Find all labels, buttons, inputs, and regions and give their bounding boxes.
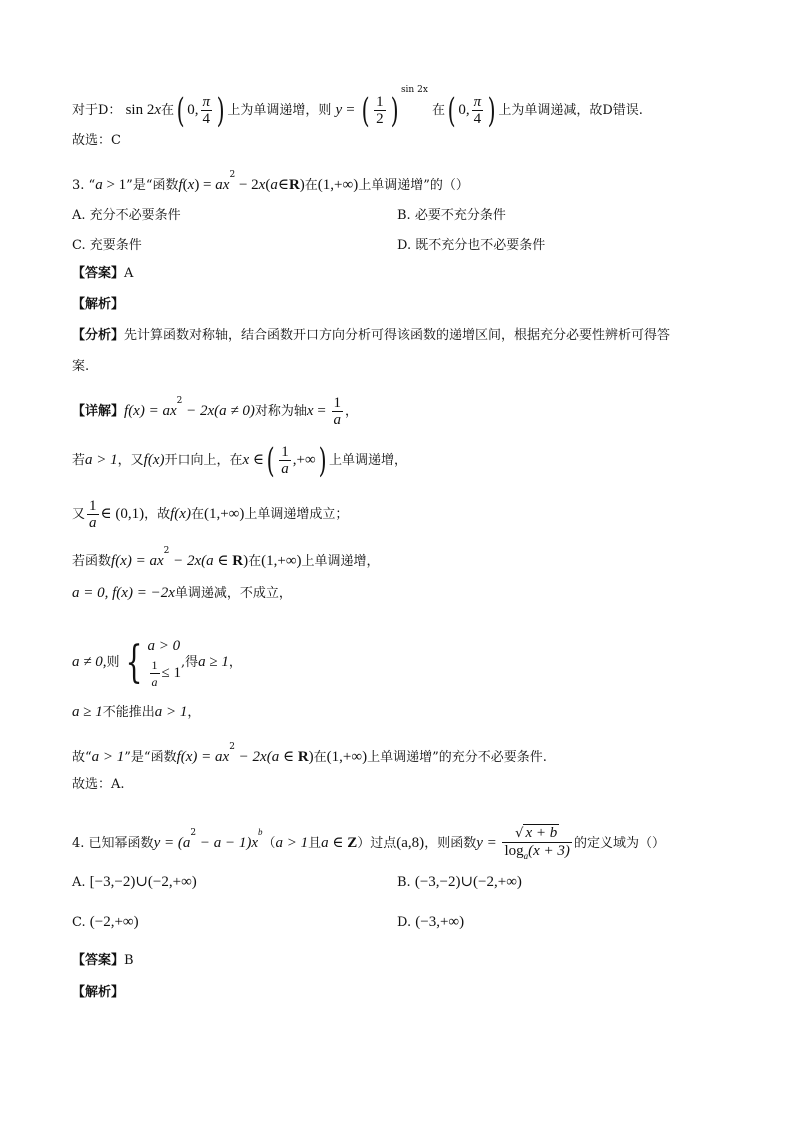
right-paren: ) xyxy=(487,90,496,131)
math: = xyxy=(313,403,330,419)
text: 上单调递增”的充分不必要条件. xyxy=(367,750,547,765)
math: ax xyxy=(215,177,230,193)
math: = xyxy=(346,102,355,118)
text: 且 xyxy=(308,836,322,851)
math: f xyxy=(143,452,148,468)
math: a > 1 xyxy=(275,835,309,851)
math: (1,+∞) xyxy=(203,506,245,522)
answer-value: B xyxy=(124,953,134,968)
option-value: [−3,−2)∪(−2,+∞) xyxy=(89,874,197,890)
detail-step-2 xyxy=(72,498,348,531)
line-option-d-analysis xyxy=(72,80,643,131)
option-text: D. 既不充分也不必要条件 xyxy=(397,238,546,253)
fraction xyxy=(150,657,160,690)
numerator: 1 xyxy=(151,658,158,672)
option-b[interactable] xyxy=(397,204,506,223)
text: ”是“函数 xyxy=(124,750,177,765)
math: ) xyxy=(308,749,314,765)
text: ）过点 xyxy=(357,836,397,851)
fraction xyxy=(374,94,386,127)
option-text: A. 充分不必要条件 xyxy=(72,208,181,223)
math: a ≠ 0, xyxy=(72,654,107,670)
math: x xyxy=(154,102,162,118)
denominator: a xyxy=(89,515,97,531)
denominator: a xyxy=(281,461,289,477)
text: ， xyxy=(187,705,201,720)
math: − a − 1)x xyxy=(196,835,258,851)
option-d[interactable] xyxy=(397,234,545,253)
option-c[interactable] xyxy=(72,914,139,931)
exponent: 2 xyxy=(176,396,183,406)
math: x xyxy=(258,177,266,193)
left-paren: ( xyxy=(361,90,370,131)
math: a xyxy=(270,177,278,193)
question-4 xyxy=(72,822,665,864)
right-paren: ) xyxy=(318,440,327,481)
math: y xyxy=(335,102,343,118)
detail-step-4 xyxy=(72,583,292,604)
math: x xyxy=(306,403,314,419)
left-paren: ( xyxy=(266,440,275,481)
option-value: (−3,+∞) xyxy=(415,914,465,930)
math: ) xyxy=(299,177,305,193)
fraction xyxy=(201,94,213,127)
math: − 2x(a ≠ 0) xyxy=(182,403,255,419)
math: y = xyxy=(476,835,501,851)
text: 上单调递增， xyxy=(301,554,380,569)
math: f xyxy=(124,403,129,419)
math: ,+∞ xyxy=(292,452,316,468)
math: > 1 xyxy=(102,177,127,193)
text: 在 xyxy=(248,554,262,569)
denominator: 4 xyxy=(473,111,482,127)
text: 故选：A. xyxy=(72,777,125,792)
text: 则 xyxy=(106,655,120,670)
answer-tag: 【答案】 xyxy=(72,266,125,281)
text: 的定义域为（） xyxy=(573,836,665,851)
denominator: 4 xyxy=(202,111,211,127)
math: (x) = −2x xyxy=(116,585,175,601)
subscript: a xyxy=(523,850,529,861)
text: 又 xyxy=(72,507,86,522)
denominator: a xyxy=(151,675,158,689)
math: a = 0, f xyxy=(72,585,117,601)
math: − 2x(a ∈ xyxy=(234,749,298,765)
option-value: (−3,−2)∪(−2,+∞) xyxy=(414,874,522,890)
answer-line xyxy=(72,264,133,284)
detail-step-3 xyxy=(72,541,380,572)
math: ) xyxy=(243,553,249,569)
numerator: 1 xyxy=(281,444,289,460)
math: sin 2 xyxy=(125,102,155,118)
text: 开口向上，在 xyxy=(164,453,243,468)
text: 在 xyxy=(190,507,204,522)
text: ， xyxy=(345,404,359,419)
math: (x) = ax xyxy=(115,553,164,569)
text: 案. xyxy=(72,359,90,374)
text: ,得 xyxy=(180,655,199,670)
question-3 xyxy=(72,165,469,196)
math: (x) xyxy=(174,506,191,522)
math: f xyxy=(178,177,183,193)
answer-value: A xyxy=(124,266,134,281)
text: ”是“函数 xyxy=(126,178,179,193)
math: (x) = ax xyxy=(180,749,230,765)
text: 在 xyxy=(432,103,446,118)
math: a xyxy=(95,177,103,193)
math: x ∈ xyxy=(242,452,265,468)
math: ≤ 1 xyxy=(161,665,181,681)
system-row-2 xyxy=(148,657,181,690)
option-d[interactable] xyxy=(397,914,464,931)
text: ，故 xyxy=(144,507,171,522)
text: ，又 xyxy=(117,453,144,468)
fraction xyxy=(332,395,344,428)
math: a > 1 xyxy=(154,704,188,720)
math: a > 1 xyxy=(91,749,125,765)
radicand: x + b xyxy=(525,824,558,841)
math: R xyxy=(297,749,309,765)
fraction xyxy=(472,94,484,127)
exponent: sin 2x xyxy=(400,85,428,95)
math: log xyxy=(504,842,524,859)
option-a[interactable] xyxy=(72,872,197,891)
numerator: 1 xyxy=(89,498,97,514)
math: Z xyxy=(347,835,358,851)
math: 0, xyxy=(187,102,199,118)
text: 不能推出 xyxy=(102,705,155,720)
right-paren: ) xyxy=(390,90,399,131)
exponent: 2 xyxy=(229,170,236,180)
left-paren: ( xyxy=(447,90,456,131)
option-b[interactable] xyxy=(397,872,522,891)
numerator: 1 xyxy=(333,395,342,411)
option-label: A. xyxy=(72,875,86,890)
answer-choice-line-2 xyxy=(72,775,125,795)
math: R xyxy=(288,177,300,193)
math: (x) = ax xyxy=(128,403,177,419)
text: 上单调递增成立； xyxy=(244,507,349,522)
option-a[interactable] xyxy=(72,204,181,223)
option-value: (−2,+∞) xyxy=(89,914,139,930)
text: “ xyxy=(88,178,96,193)
math: (a xyxy=(177,835,191,851)
text: ， xyxy=(228,655,242,670)
numerator: √ x + b xyxy=(502,824,571,843)
math: ( xyxy=(265,177,271,193)
text: ，则函数 xyxy=(424,836,477,851)
numerator: π xyxy=(473,94,482,110)
text: 故选：C xyxy=(72,133,121,148)
math: − 2x(a ∈ xyxy=(169,553,233,569)
text: 先计算函数对称轴，结合函数开口方向分析可得该函数的递增区间，根据充分必要性辨析可得答 xyxy=(124,328,671,343)
text: 【解析】 xyxy=(72,985,125,1000)
numerator: 1 xyxy=(376,94,384,110)
option-label: D. xyxy=(397,915,412,930)
text: 【解析】 xyxy=(72,297,125,312)
math: x xyxy=(187,177,195,193)
detail-step-6 xyxy=(72,702,200,723)
math: − 2 xyxy=(235,177,259,193)
math: (1,+∞) xyxy=(326,749,368,765)
math: ∈ (0,1) xyxy=(100,506,145,522)
text: 已知幂函数 xyxy=(88,836,154,851)
denominator: 2 xyxy=(376,111,384,127)
question-number: 3. xyxy=(72,178,85,193)
exponent: 2 xyxy=(229,742,235,752)
math: ∈ xyxy=(277,177,289,193)
analysis-line-2 xyxy=(72,357,89,377)
text: 在 xyxy=(304,178,318,193)
exponent: b xyxy=(257,827,263,837)
math: ( xyxy=(182,177,188,193)
detail-tag: 【详解】 xyxy=(72,404,125,419)
math: 0, xyxy=(458,102,470,118)
question-number: 4. xyxy=(72,836,85,851)
text: 对称为轴 xyxy=(254,404,307,419)
fraction xyxy=(502,824,571,864)
math: (1,+∞) xyxy=(261,553,302,569)
exponent: 2 xyxy=(163,546,170,556)
exponent: 2 xyxy=(190,828,197,838)
answer-choice-line xyxy=(72,131,121,151)
math: f xyxy=(111,553,116,569)
denominator: a xyxy=(333,412,342,428)
math: f xyxy=(170,506,175,522)
math: (x + 3) xyxy=(528,842,570,859)
math: a ∈ xyxy=(321,835,348,851)
math: a ≥ 1 xyxy=(72,704,103,720)
denominator xyxy=(502,843,571,864)
math: R xyxy=(232,553,244,569)
option-label: B. xyxy=(397,875,411,890)
math: f xyxy=(176,749,181,765)
math: (a,8) xyxy=(396,835,425,851)
option-label: C. xyxy=(72,915,86,930)
analysis-line xyxy=(72,326,670,346)
text: 单调递减，不成立， xyxy=(174,586,292,601)
numerator: π xyxy=(202,94,211,110)
math: y = xyxy=(153,835,178,851)
fraction xyxy=(87,498,99,531)
system-row-1: a > 0 xyxy=(147,638,181,654)
left-brace: { xyxy=(125,636,142,688)
option-text: B. 必要不充分条件 xyxy=(397,208,506,223)
left-paren: ( xyxy=(176,90,185,131)
inequality-system xyxy=(148,635,181,690)
fraction xyxy=(279,444,291,477)
math: (x) xyxy=(147,452,165,468)
text: 故“ xyxy=(72,750,92,765)
math: (1,+∞) xyxy=(317,177,359,193)
option-text: C. 充要条件 xyxy=(72,238,142,253)
text: 上为单调递增，则 xyxy=(227,103,332,118)
math: a ≥ 1 xyxy=(198,654,229,670)
text: 在 xyxy=(313,750,327,765)
text: 上单调递增”的（） xyxy=(358,178,469,193)
right-paren: ) xyxy=(216,90,225,131)
option-c[interactable] xyxy=(72,234,142,253)
detail-step-5 xyxy=(72,635,242,690)
text: 对于D： xyxy=(72,103,122,118)
text: 若 xyxy=(72,453,86,468)
detail-step-1 xyxy=(72,440,407,481)
text: 在 xyxy=(161,103,175,118)
math: a > 1 xyxy=(85,452,118,468)
text: 若函数 xyxy=(72,554,112,569)
detail-line xyxy=(72,391,358,428)
text: 上单调递增， xyxy=(328,453,407,468)
answer-tag: 【答案】 xyxy=(72,953,125,968)
math: ) = xyxy=(194,177,216,193)
text: （ xyxy=(262,836,276,851)
explanation-tag-2 xyxy=(72,983,124,1003)
analysis-tag: 【分析】 xyxy=(72,328,125,343)
text: 上为单调递减，故D错误. xyxy=(498,103,643,118)
detail-conclusion xyxy=(72,737,547,768)
explanation-tag xyxy=(72,295,124,315)
answer-line-2 xyxy=(72,951,134,971)
